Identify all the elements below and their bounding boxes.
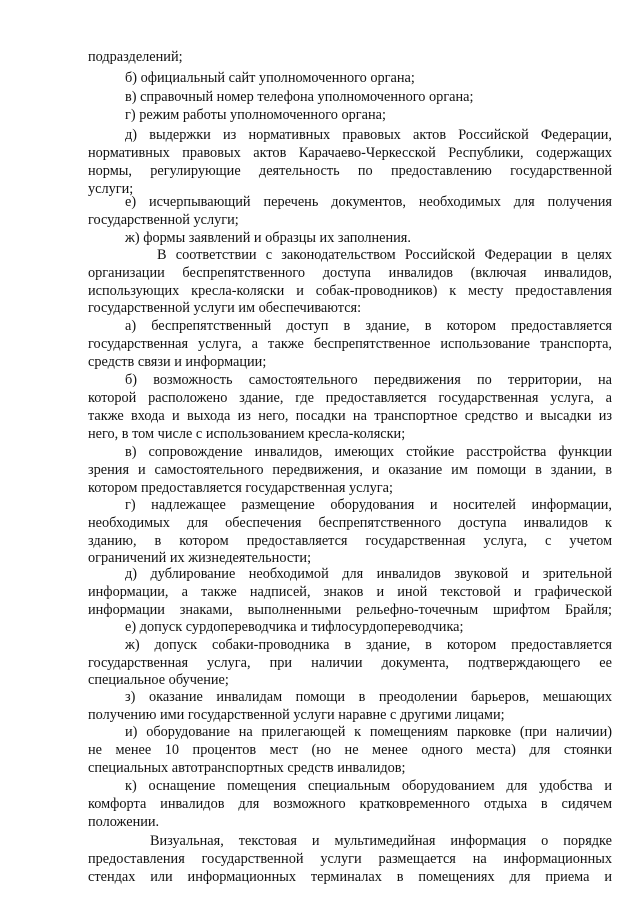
list-item: к) оснащение помещения специальным оборудованием для удобства и [125, 778, 612, 794]
list-item: и) оборудование на прилегающей к помещениям парковке (при наличии) [125, 724, 612, 740]
list-item: а) беспрепятственный доступ в здание, в котором предоставляется [125, 318, 612, 334]
text-line: получению ими государственной услуги наравне с другими лицами; [88, 707, 505, 723]
paragraph-line: организации беспрепятственного доступа инвалидов (включая инвалидов, [88, 265, 612, 281]
text-line: положении. [88, 814, 160, 830]
text-line: специальных автотранспортных средств инвалидов; [88, 760, 406, 776]
text-line: специальное обучение; [88, 672, 229, 688]
list-item: в) справочный номер телефона уполномоченного органа; [125, 89, 474, 105]
paragraph-line: стендах или информационных терминалах в помещениях для приема и [88, 869, 612, 885]
text-line: средств связи и информации; [88, 354, 267, 370]
text-line: информации, а также надписей, знаков и иной текстовой и графической [88, 584, 612, 600]
text-line: также входа и выхода из него, посадки на транспортное средство и высадки из [88, 408, 612, 424]
list-item: з) оказание инвалидам помощи в преодолении барьеров, мешающих [125, 689, 612, 705]
text-line: услуги; [88, 181, 134, 197]
list-item: г) режим работы уполномоченного органа; [125, 107, 386, 123]
text-line: комфорта инвалидов для возможного кратковременного отдыха в сидячем [88, 796, 612, 812]
list-item: б) возможность самостоятельного передвижения по территории, на [125, 372, 612, 388]
list-item: д) дублирование необходимой для инвалидов звуковой и зрительной [125, 566, 612, 582]
text-line: государственная услуга, а также беспрепятственное использование транспорта, [88, 336, 612, 352]
text-line: ограничений их жизнедеятельности; [88, 550, 312, 566]
paragraph-line: предоставления государственной услуги размещается на информационных [88, 851, 612, 867]
list-item: ж) формы заявлений и образцы их заполнения. [125, 230, 411, 246]
text-line: необходимых для обеспечения беспрепятственного доступа инвалидов к [88, 515, 612, 531]
list-item: в) сопровождение инвалидов, имеющих стойкие расстройства функции [125, 444, 612, 460]
text-line: зданию, в котором предоставляется государственная услуга, с учетом [88, 533, 612, 549]
paragraph-line: использующих кресла-коляски и собак-проводников) к месту предоставления [88, 283, 612, 299]
text-line: нормы, регулирующие деятельность по предоставлению государственной [88, 163, 612, 179]
text-line: котором предоставляется государственная услуга; [88, 480, 393, 496]
text-line: информации знаками, выполненными рельефно-точечным шрифтом Брайля; [88, 602, 612, 618]
text-line: нормативных правовых актов Карачаево-Черкесской Республики, содержащих [88, 145, 612, 161]
list-item: е) допуск сурдопереводчика и тифлосурдопереводчика; [125, 619, 464, 635]
text-line: государственная услуга, при наличии документа, подтверждающего ее [88, 655, 612, 671]
list-item: е) исчерпывающий перечень документов, необходимых для получения [125, 194, 612, 210]
text-line: него, в том числе с использованием кресла-коляски; [88, 426, 406, 442]
text-line: не менее 10 процентов мест (но не менее одного места) для стоянки [88, 742, 612, 758]
paragraph-line: Визуальная, текстовая и мультимедийная информация о порядке [150, 833, 612, 849]
list-item: д) выдержки из нормативных правовых актов Российской Федерации, [125, 127, 612, 143]
list-item: г) надлежащее размещение оборудования и носителей информации, [125, 497, 612, 513]
paragraph-line: государственной услуги им обеспечиваются: [88, 300, 362, 316]
text-line: государственной услуги; [88, 212, 239, 228]
list-item: ж) допуск собаки-проводника в здание, в котором предоставляется [125, 637, 612, 653]
list-item: б) официальный сайт уполномоченного органа; [125, 70, 415, 86]
text-line: подразделений; [88, 49, 183, 65]
paragraph-line: В соответствии с законодательством Российской Федерации в целях [157, 247, 612, 263]
text-line: зрения и самостоятельного передвижения, и оказание им помощи в здании, в [88, 462, 612, 478]
text-line: которой расположено здание, где предоставляется государственная услуга, а [88, 390, 612, 406]
